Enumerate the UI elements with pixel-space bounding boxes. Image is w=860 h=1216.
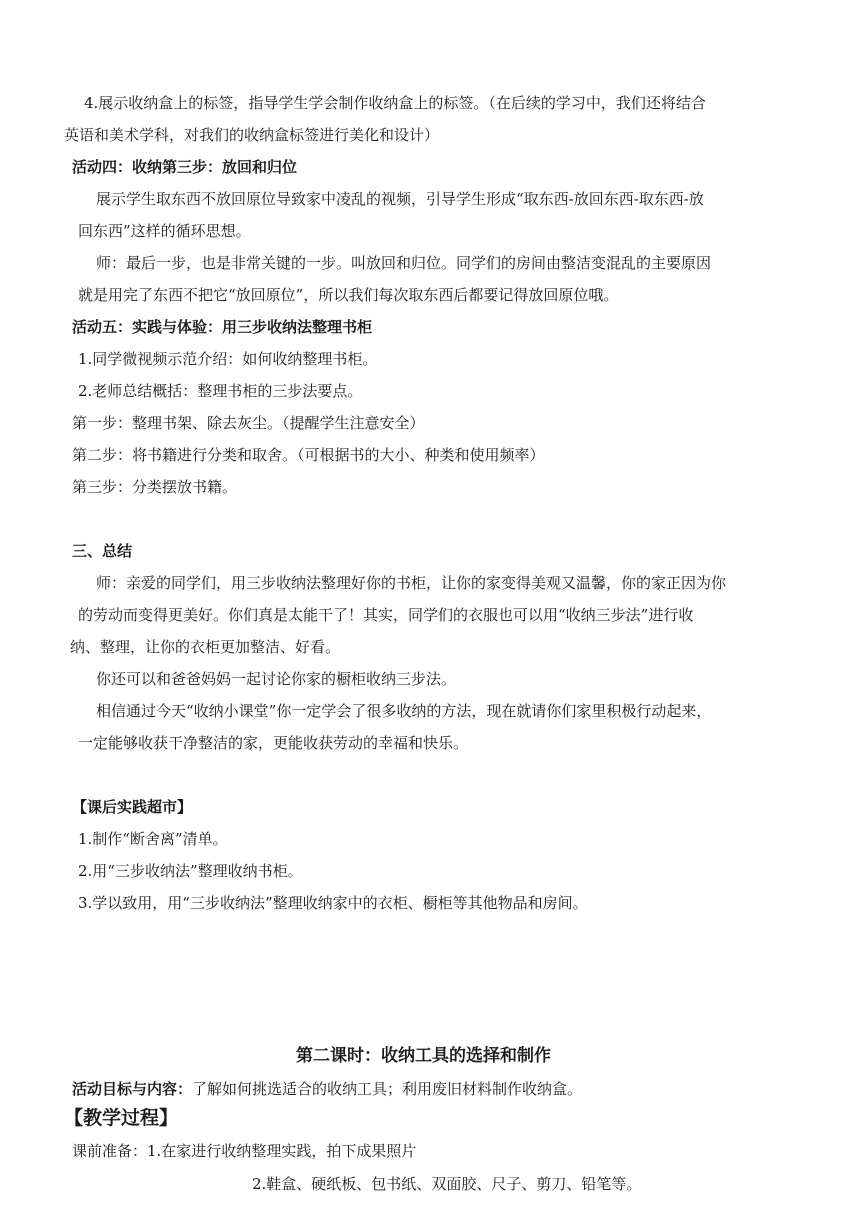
paragraph-line: 相信通过今天“收纳小课堂”你一定学会了很多收纳的方法，现在就请你们家里积极行动起来， [96, 702, 712, 720]
paragraph-line: 就是用完了东西不把它“放回原位”，所以我们每次取东西后都要记得放回原位哦。 [78, 286, 619, 304]
section-heading: 三、总结 [72, 542, 133, 560]
list-item: 2.老师总结概括：整理书柜的三步法要点。 [78, 382, 363, 400]
list-item: 1.制作“断舍离”清单。 [78, 830, 228, 848]
paragraph-line: 英语和美术学科，对我们的收纳盒标签进行美化和设计） [64, 126, 440, 144]
paragraph-line: 师：最后一步，也是非常关键的一步。叫放回和归位。同学们的房间由整洁变混乱的主要原因 [96, 254, 712, 272]
section-heading: 活动四：收纳第三步：放回和归位 [72, 158, 298, 176]
step-item: 第二步：将书籍进行分类和取舍。（可根据书的大小、种类和使用频率） [72, 446, 545, 464]
prep-line: 课前准备：1.在家进行收纳整理实践，拍下成果照片 [72, 1142, 417, 1160]
goal-text: 了解如何挑选适合的收纳工具；利用废旧材料制作收纳盒。 [192, 1080, 583, 1098]
section-heading: 【教学过程】 [64, 1107, 179, 1129]
paragraph-line: 展示学生取东西不放回原位导致家中凌乱的视频，引导学生形成“取东西-放回东西-取东西-放 [96, 190, 704, 208]
paragraph-line: 你还可以和爸爸妈妈一起讨论你家的橱柜收纳三步法。 [96, 670, 457, 688]
paragraph-line: 4.展示收纳盒上的标签，指导学生学会制作收纳盒上的标签。（在后续的学习中，我们还将结合 [84, 94, 706, 112]
paragraph-line: 回东西”这样的循环思想。 [78, 222, 251, 240]
goal-label: 活动目标与内容： [72, 1080, 193, 1098]
list-item: 2.用“三步收纳法”整理收纳书柜。 [78, 862, 303, 880]
prep-line: 2.鞋盒、硬纸板、包书纸、双面胶、尺子、剪刀、铅笔等。 [252, 1175, 642, 1193]
paragraph-line: 师：亲爱的同学们，用三步收纳法整理好你的书柜，让你的家变得美观又温馨，你的家正因为你 [96, 574, 727, 592]
lesson-title: 第二课时：收纳工具的选择和制作 [296, 1046, 551, 1066]
paragraph-line: 的劳动而变得更美好。你们真是太能干了！其实，同学们的衣服也可以用“收纳三步法”进行收 [78, 606, 694, 624]
goal-line [72, 1078, 582, 1100]
section-heading: 【课后实践超市】 [72, 798, 193, 816]
list-item: 1.同学微视频示范介绍：如何收纳整理书柜。 [78, 350, 378, 368]
list-item: 3.学以致用，用“三步收纳法”整理收纳家中的衣柜、橱柜等其他物品和房间。 [78, 894, 588, 912]
paragraph-line: 纳、整理，让你的衣柜更加整洁、好看。 [70, 638, 341, 656]
section-heading: 活动五：实践与体验：用三步收纳法整理书柜 [72, 318, 373, 336]
step-item: 第三步：分类摆放书籍。 [72, 478, 238, 496]
step-item: 第一步：整理书架、除去灰尘。（提醒学生注意安全） [72, 414, 425, 432]
paragraph-line: 一定能够收获干净整洁的家，更能收获劳动的幸福和快乐。 [78, 734, 469, 752]
